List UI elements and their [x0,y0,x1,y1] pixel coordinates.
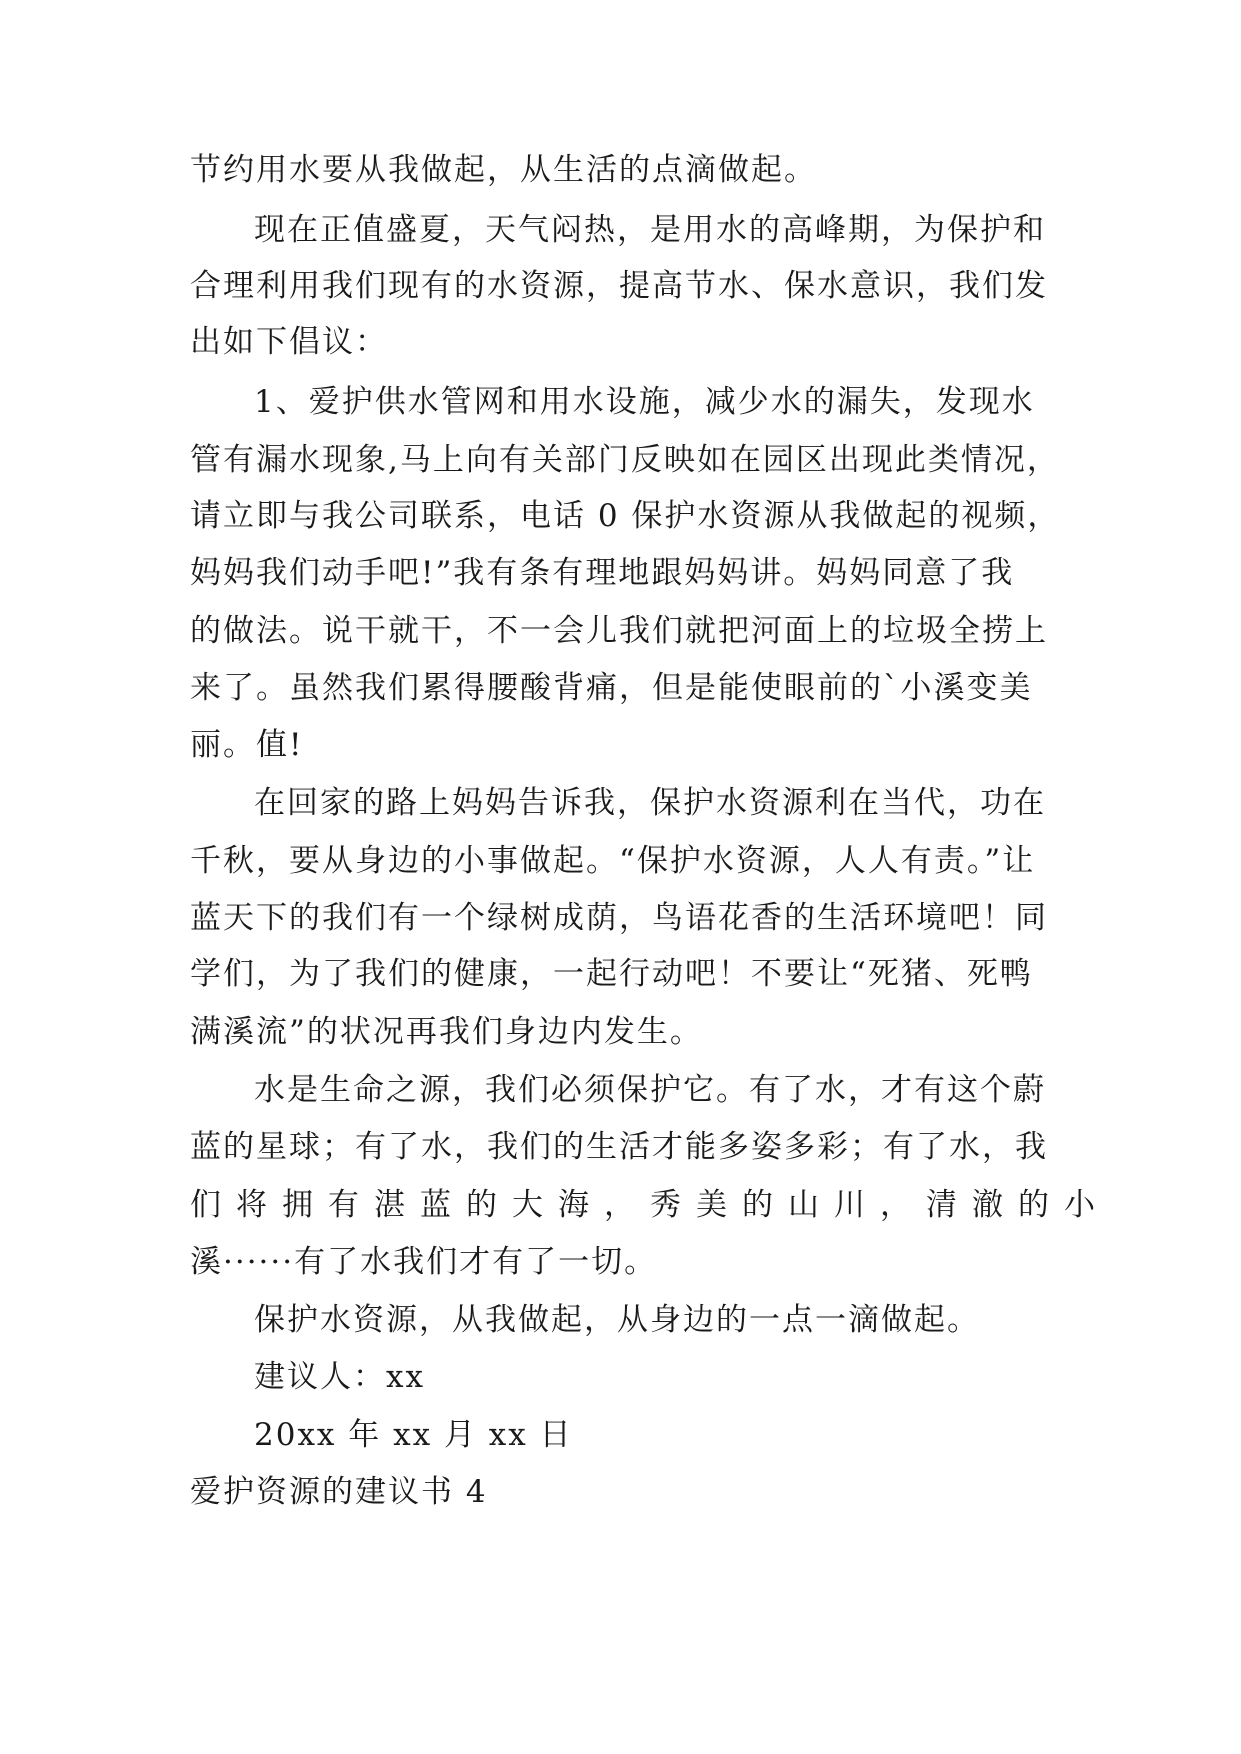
text-line: 蓝的星球；有了水，我们的生活才能多姿多彩；有了水，我 [190,1129,1048,1165]
text-line: 请立即与我公司联系，电话 0 保护水资源从我做起的视频， [190,498,1061,534]
text-line: 千秋，要从身边的小事做起。“保护水资源，人人有责。”让 [190,843,1036,879]
text-line: 的做法。说干就干，不一会儿我们就把河面上的垃圾全捞上 [190,613,1048,649]
text-line: 溪······有了水我们才有了一切。 [190,1244,658,1280]
text-line: 蓝天下的我们有一个绿树成荫，鸟语花香的生活环境吧！同 [190,900,1048,936]
text-line: 管有漏水现象,马上向有关部门反映如在园区出现此类情况， [190,442,1060,478]
date-line: 20xx 年 xx 月 xx 日 [254,1417,573,1453]
paragraph-line: 现在正值盛夏，天气闷热，是用水的高峰期，为保护和 [254,212,1046,248]
text-line: 来了。虽然我们累得腰酸背痛，但是能使眼前的`小溪变美 [190,670,1033,706]
paragraph-line: 1、爱护供水管网和用水设施，减少水的漏失，发现水 [254,384,1035,420]
paragraph-line: 在回家的路上妈妈告诉我，保护水资源利在当代，功在 [254,785,1046,821]
signature-line: 建议人：xx [254,1359,425,1395]
text-line: 满溪流”的状况再我们身边内发生。 [190,1014,703,1050]
paragraph-line: 水是生命之源，我们必须保护它。有了水，才有这个蔚 [254,1072,1046,1108]
text-line: 妈妈我们动手吧!”我有条有理地跟妈妈讲。妈妈同意了我 [190,555,1015,591]
paragraph-line: 保护水资源，从我做起，从身边的一点一滴做起。 [254,1302,980,1338]
text-line: 们将拥有湛蓝的大海，秀美的山川，清澈的小 [190,1187,1110,1223]
text-line: 节约用水要从我做起，从生活的点滴做起。 [190,152,817,188]
section-heading: 爱护资源的建议书 4 [190,1474,488,1510]
text-line: 丽。值! [190,727,304,763]
text-line: 合理利用我们现有的水资源，提高节水、保水意识，我们发 [190,268,1048,304]
text-line: 学们，为了我们的健康，一起行动吧！不要让“死猪、死鸭 [190,956,1033,992]
text-line: 出如下倡议： [190,324,388,360]
